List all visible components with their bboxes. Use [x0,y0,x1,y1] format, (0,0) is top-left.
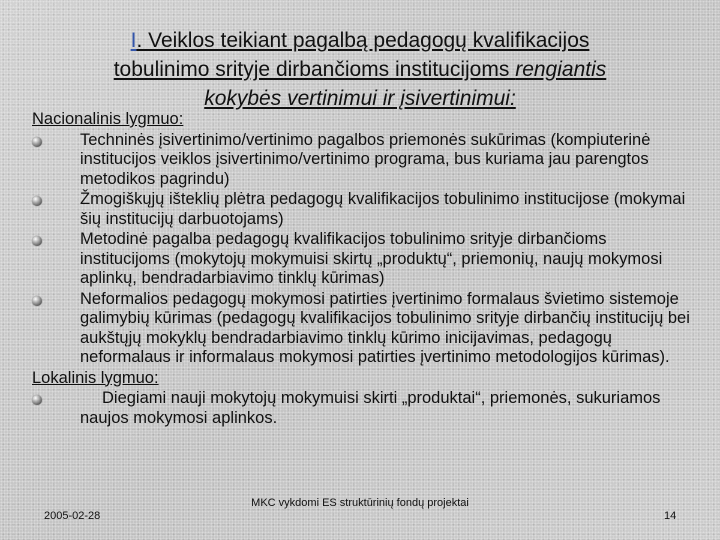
slide-content [32,110,697,429]
list-item [32,230,697,289]
title-line-1 [40,26,680,55]
bullet-icon [32,196,42,206]
title-line-3 [40,84,680,113]
list-item-text: Metodinė pagalba pedagogų kvalifikacijos tobulinimo srityje dirbančioms institucijoms (mokytojų mokymuisi skirtų „produktų“, priemonių, naujų mokymosi aplinkų, bendradarbiavimo tinklų kūrimas) [80,230,663,287]
footer-date: 2005-02-28 [44,510,101,522]
title-line-1-text: . Veiklos teikiant pagalbą pedagogų kvalifikacijos [136,29,590,52]
title-line-2 [40,55,680,84]
title-line-3-text: kokybės vertinimui ir įsivertinimui: [204,87,516,110]
bullet-icon [32,137,42,147]
slide-title [40,26,680,113]
list-item [32,190,697,229]
title-numeral: I [130,29,137,52]
title-line-2-text: tobulinimo srityje dirbančioms institucijoms [113,58,516,81]
list-item-text: Diegiami nauji mokytojų mokymuisi skirti „produktai“, priemonės, sukuriamos naujos mokymosi aplinkos. [80,389,661,427]
title-line-2-italic: rengiantis [515,58,607,81]
footer-center: MKC vykdomi ES struktūrinių fondų projektai [251,497,469,509]
list-item-text: Techninės įsivertinimo/vertinimo pagalbos priemonės sukūrimas (kompiuterinė institucijos veiklos įsivertinimo/vertinimo programa, bus kuriama jau parengtos metodikos pagrindu) [80,130,651,188]
list-item [32,131,697,190]
national-heading: Nacionalinis lygmuo: [32,110,184,128]
list-item [32,290,697,368]
bullet-icon [32,296,42,306]
list-item [80,389,697,428]
list-item-text: Žmogiškųjų išteklių plėtra pedagogų kvalifikacijos tobulinimo institucijose (mokymai šių institucijų darbuotojams) [80,190,686,228]
list-item-text: Neformalios pedagogų mokymosi patirties įvertinimo formalaus švietimo sistemoje galimybių kūrimas (pedagogų kvalifikacijos tobulinimo srityje dirbančių institucijų bei aukštųjų mokyklų bendradarbiavimo tinklų kūrimo inicijavimas, pedagogų neformalaus ir informalaus mokymosi patirties įvertinimo metodologijos kūrimas). [80,289,690,366]
bullet-icon [32,236,42,246]
bullet-icon [32,395,42,405]
local-heading: Lokalinis lygmuo: [32,368,159,387]
page-number: 14 [664,510,677,522]
